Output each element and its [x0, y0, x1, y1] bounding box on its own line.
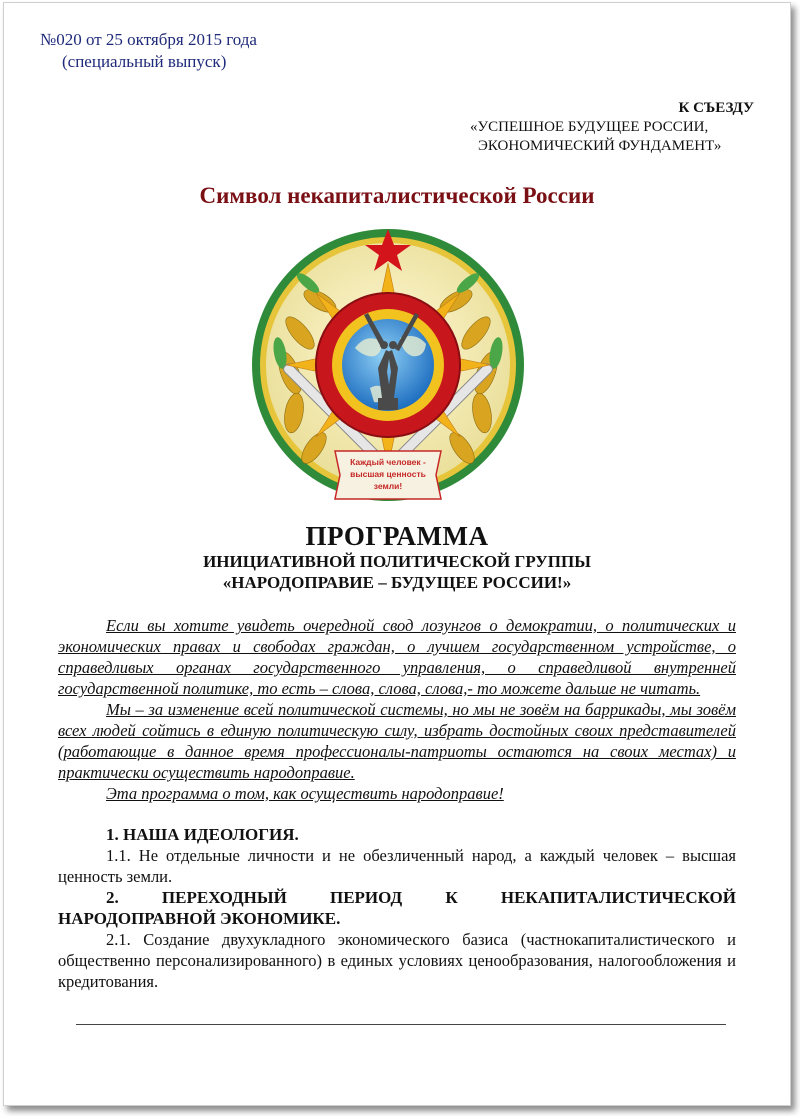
program-title: ПРОГРАММА — [305, 521, 489, 551]
section-2-1: 2.1. Создание двухукладного экономического базиса (частнокапиталистического и общественно персонализированного) в единых условиях ценообразования, налогообложения и кредитования. — [58, 930, 736, 991]
ribbon-line2: высшая ценность — [350, 469, 426, 479]
issue-number-date: №020 от 25 октября 2015 года — [40, 30, 257, 49]
emblem-image — [250, 223, 526, 523]
program-line1: ИНИЦИАТИВНОЙ ПОЛИТИЧЕСКОЙ ГРУППЫ — [203, 552, 591, 571]
intro-paragraph-2: Мы – за изменение всей политической системы, но мы не зовём на баррикады, мы зовём всех людей сойтись в единую политическую силу, избрать достойных своих представителей (работающие в данное время профессионалы-патриоты остаются на своих местах) и практически осуществить народоправие. — [58, 700, 736, 782]
congress-line1: «УСПЕШНОЕ БУДУЩЕЕ РОССИИ, — [470, 119, 709, 135]
congress-line2: ЭКОНОМИЧЕСКИЙ ФУНДАМЕНТ» — [478, 138, 722, 154]
issue-header — [40, 29, 257, 73]
program-heading — [4, 521, 790, 593]
program-line2: «НАРОДОПРАВИЕ – БУДУЩЕЕ РОССИИ!» — [222, 573, 572, 592]
document-page — [3, 2, 791, 1106]
ribbon-line1: Каждый человек - — [350, 457, 426, 467]
ribbon-line3: земли! — [373, 481, 403, 491]
congress-dedication — [470, 99, 760, 156]
section-1-title: 1. НАША ИДЕОЛОГИЯ. — [106, 825, 299, 844]
intro-paragraph-3: Эта программа о том, как осуществить народоправие! — [106, 784, 504, 803]
issue-special: (специальный выпуск) — [62, 52, 227, 71]
intro-paragraph-1: Если вы хотите увидеть очередной свод лозунгов о демократии, о политических и экономических правах и свободах граждан, о лучшем государственном устройстве, о справедливых органах государственного управления, о справедливой внутренней государственной политике, то есть – слова, слова, слова,- то можете дальше не читать. — [58, 616, 736, 698]
section-2-title: 2. ПЕРЕХОДНЫЙ ПЕРИОД К НЕКАПИТАЛИСТИЧЕСКОЙ НАРОДОПРАВНОЙ ЭКОНОМИКЕ. — [58, 888, 736, 928]
section-1-1: 1.1. Не отдельные личности и не обезличенный народ, а каждый человек – высшая ценность земли. — [58, 846, 736, 886]
symbol-title: Символ некапиталистической России — [199, 183, 595, 208]
congress-to: К СЪЕЗДУ — [678, 100, 754, 116]
program-body — [58, 615, 736, 992]
footer-divider — [76, 1024, 726, 1025]
